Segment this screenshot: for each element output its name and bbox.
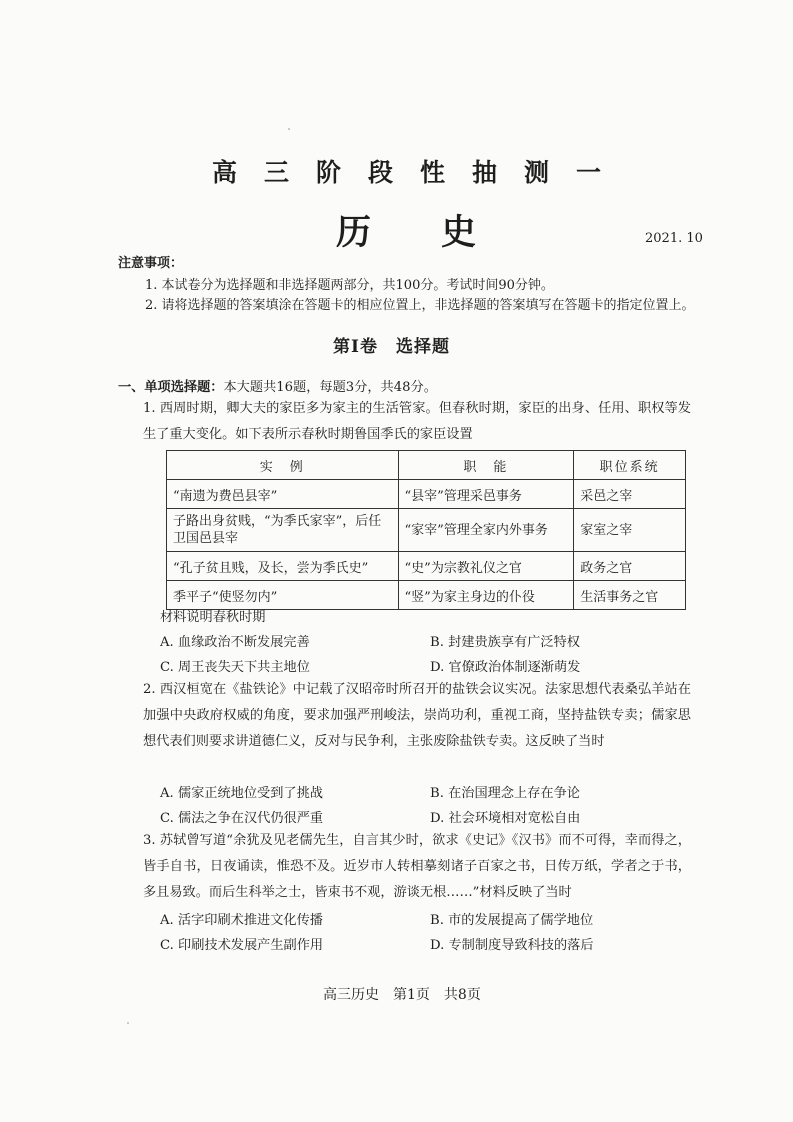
table-header-row	[167, 451, 686, 480]
question-3-option-b[interactable]: B. 市的发展提高了儒学地位	[430, 913, 594, 928]
question-2-option-b[interactable]: B. 在治国理念上存在争论	[430, 786, 580, 801]
notice-item-2: 2. 请将选择题的答案填涂在答题卡的相应位置上，非选择题的答案填写在答题卡的指定位置上。	[145, 298, 695, 313]
table-cell: 家室之宰	[574, 509, 686, 552]
question-1-option-d[interactable]: D. 官僚政治体制逐渐萌发	[430, 660, 581, 675]
table-cell: “竖”为家主身边的仆役	[398, 581, 574, 610]
question-3-stem: 3. 苏轼曾写道“余犹及见老儒先生，自言其少时，欲求《史记》《汉书》而不可得，幸而得之，皆手自书，日夜诵读，惟恐不及。近岁市人转相摹刻诸子百家之书，日传万纸，学者之于书，多且易致。而后生科举之士，皆束书不观，游谈无根……”材料反映了当时	[143, 833, 691, 900]
table-cell: 采邑之宰	[574, 480, 686, 509]
scan-speck	[288, 128, 290, 130]
table-row	[167, 480, 686, 509]
notice-label: 注意事项：	[118, 256, 184, 271]
table-header-cell: 职 能	[398, 451, 574, 480]
table-cell: 生活事务之官	[574, 581, 686, 610]
table-cell: 季平子“使竖勿内”	[167, 581, 399, 610]
table-header-cell: 职位系统	[574, 451, 686, 480]
part-desc: 本大题共16题，每题3分，共48分。	[223, 380, 437, 395]
question-1-option-a[interactable]: A. 血缘政治不断发展完善	[160, 635, 310, 650]
notice-item-1: 1. 本试卷分为选择题和非选择题两部分，共100分。考试时间90分钟。	[145, 278, 554, 293]
question-1-option-c[interactable]: C. 周王丧失天下共主地位	[160, 660, 310, 675]
section-title: 第Ⅰ卷 选择题	[333, 337, 450, 357]
table-cell: 子路出身贫贱，“为季氏家宰”，后任卫国邑县宰	[167, 509, 399, 552]
table-cell: “家宰”管理全家内外事务	[398, 509, 574, 552]
question-2-option-c[interactable]: C. 儒法之争在汉代仍很严重	[160, 811, 324, 826]
part-heading	[118, 376, 437, 395]
table-cell: “县宰”管理采邑事务	[398, 480, 574, 509]
question-3-option-c[interactable]: C. 印刷技术发展产生副作用	[160, 938, 324, 953]
table-cell: “南遗为费邑县宰”	[167, 480, 399, 509]
question-2-option-d[interactable]: D. 社会环境相对宽松自由	[430, 811, 581, 826]
page-footer: 高三历史 第1页 共8页	[323, 987, 481, 1003]
exam-date: 2021. 10	[645, 231, 703, 246]
exam-title: 高三阶段性抽测一	[212, 158, 629, 187]
question-3-option-a[interactable]: A. 活字印刷术推进文化传播	[160, 913, 323, 928]
exam-subject: 历史	[336, 212, 547, 253]
table-cell: 政务之官	[574, 552, 686, 581]
household-retainer-table	[166, 450, 686, 610]
part-label: 一、单项选择题：	[118, 380, 224, 395]
table-row	[167, 552, 686, 581]
question-1-stem: 1. 西周时期，卿大夫的家臣多为家主的生活管家。但春秋时期，家臣的出身、任用、职权等发生了重大变化。如下表所示春秋时期鲁国季氏的家臣设置	[143, 401, 691, 442]
question-1-option-b[interactable]: B. 封建贵族享有广泛特权	[430, 635, 580, 650]
table-header-cell: 实 例	[167, 451, 399, 480]
table-cell: “史”为宗教礼仪之官	[398, 552, 574, 581]
question-3-option-d[interactable]: D. 专制制度导致科技的落后	[430, 938, 594, 953]
question-2-option-a[interactable]: A. 儒家正统地位受到了挑战	[160, 786, 323, 801]
table-row	[167, 509, 686, 552]
table-cell: “孔子贫且贱，及长，尝为季氏史”	[167, 552, 399, 581]
question-2-stem: 2. 西汉桓宽在《盐铁论》中记载了汉昭帝时所召开的盐铁会议实况。法家思想代表桑弘羊站在加强中央政府权威的角度，要求加强严刑峻法，崇尚功利，重视工商，坚持盐铁专卖；儒家思想代表们则要求讲道德仁义，反对与民争利，主张废除盐铁专卖。这反映了当时	[143, 682, 691, 749]
scan-speck	[127, 1022, 129, 1024]
question-1-after-table: 材料说明春秋时期	[160, 610, 266, 625]
